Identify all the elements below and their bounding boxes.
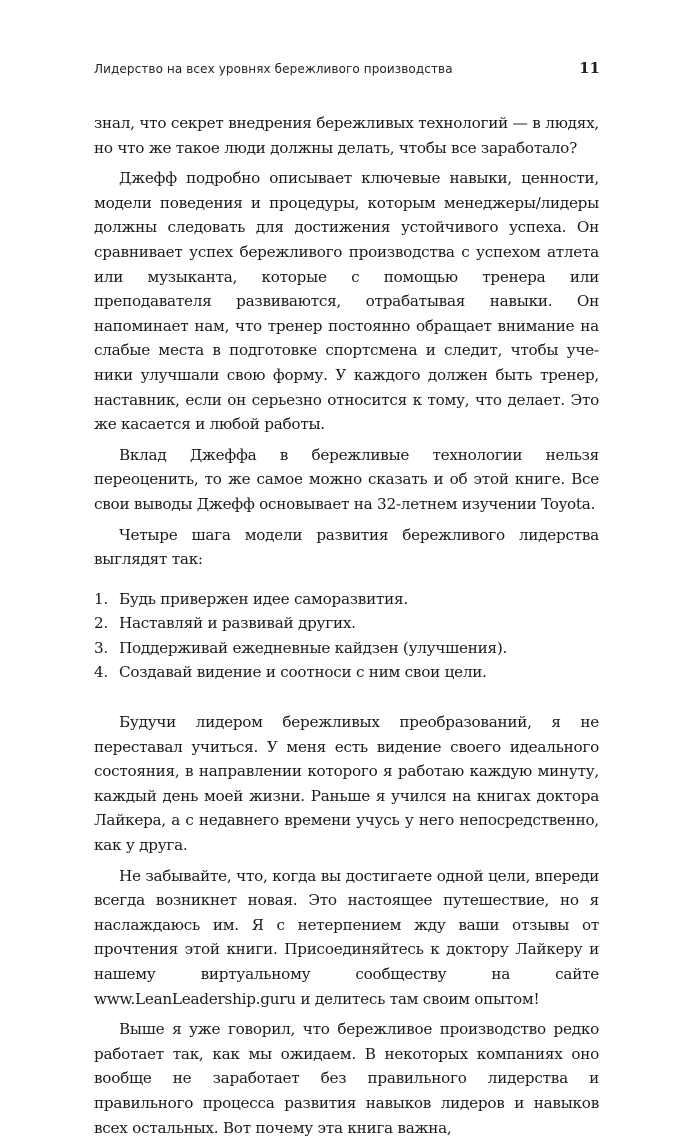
paragraph: Будучи лидером бережливых преобразований, я не переставал учиться. У меня есть видение своего идеального состояния, в направлении которого я работаю каждую минуту, каждый день моей жизни. Раньше я учился на книгах доктора Лайкера, а с недавнего времени учусь у него непосредственно, как у друга. bbox=[94, 713, 599, 855]
list-item-text: Создавай видение и соотноси с ним свои цели. bbox=[119, 663, 487, 682]
list-item bbox=[94, 587, 599, 612]
list-item-text: Будь привержен идее саморазвития. bbox=[119, 589, 408, 608]
page-body bbox=[94, 111, 599, 1146]
list-item-number: 3. bbox=[94, 638, 108, 657]
paragraph: Не забывайте, что, когда вы достигаете одной цели, впереди всегда возникнет новая. Это настоящее путешествие, но я наслаждаюсь им. Я с нетерпением жду ваши отзывы от прочтения этой книги. Присоединяйтесь к доктору Лайкеру и нашему виртуальному сообществу на сайте www.LeanLeadership.guru и делитесь там своим опытом! bbox=[94, 866, 599, 1008]
paragraph: Джефф подробно описывает ключевые навыки, ценности, модели поведения и процедуры, которым менеджеры/лидеры должны следовать для достижения устойчивого успеха. Он сравнивает успех бережливого производства с успехом атлета или музыканта, которые с помощью тренера или преподавателя развиваются, отрабатывая навыки. Он напоминает нам, что тренер постоянно обращает внимание на слабые места в подготовке спортсмена и следит, чтобы ученики улучшали свою форму. У каждого должен быть тренер, наставник, если он серьезно относится к тому, что делает. Это же касается и любой работы. bbox=[94, 169, 599, 434]
numbered-list bbox=[94, 587, 599, 685]
running-title: Лидерство на всех уровнях бережливого производства bbox=[94, 62, 453, 76]
paragraph: Выше я уже говорил, что бережливое производство редко работает так, как мы ожидаем. В некоторых компаниях оно вообще не заработает без правильного лидерства и правильного процесса развития навыков лидеров и навыков всех остальных. Вот почему эта книга важна, bbox=[94, 1020, 599, 1137]
running-header bbox=[94, 58, 600, 82]
list-item-text: Наставляй и развивай других. bbox=[119, 614, 356, 633]
list-item-number: 4. bbox=[94, 663, 108, 682]
list-item bbox=[94, 611, 599, 636]
list-item-number: 2. bbox=[94, 614, 108, 633]
list-item bbox=[94, 660, 599, 685]
list-intro-paragraph: Четыре шага модели развития бережливого лидерства выглядят так: bbox=[94, 525, 599, 569]
paragraph: Вклад Джеффа в бережливые технологии нельзя переоценить, то же самое можно сказать и об этой книге. Все свои выводы Джефф основывает на 32-летнем изучении Toyota. bbox=[94, 445, 599, 513]
page-number: 11 bbox=[579, 59, 600, 77]
list-item-text: Поддерживай ежедневные кайдзен (улучшения). bbox=[119, 638, 508, 657]
list-item-number: 1. bbox=[94, 589, 108, 608]
list-item bbox=[94, 636, 599, 661]
paragraph-continued: знал, что секрет внедрения бережливых технологий — в людях, но что же такое люди должны делать, чтобы все заработало? bbox=[94, 114, 599, 157]
